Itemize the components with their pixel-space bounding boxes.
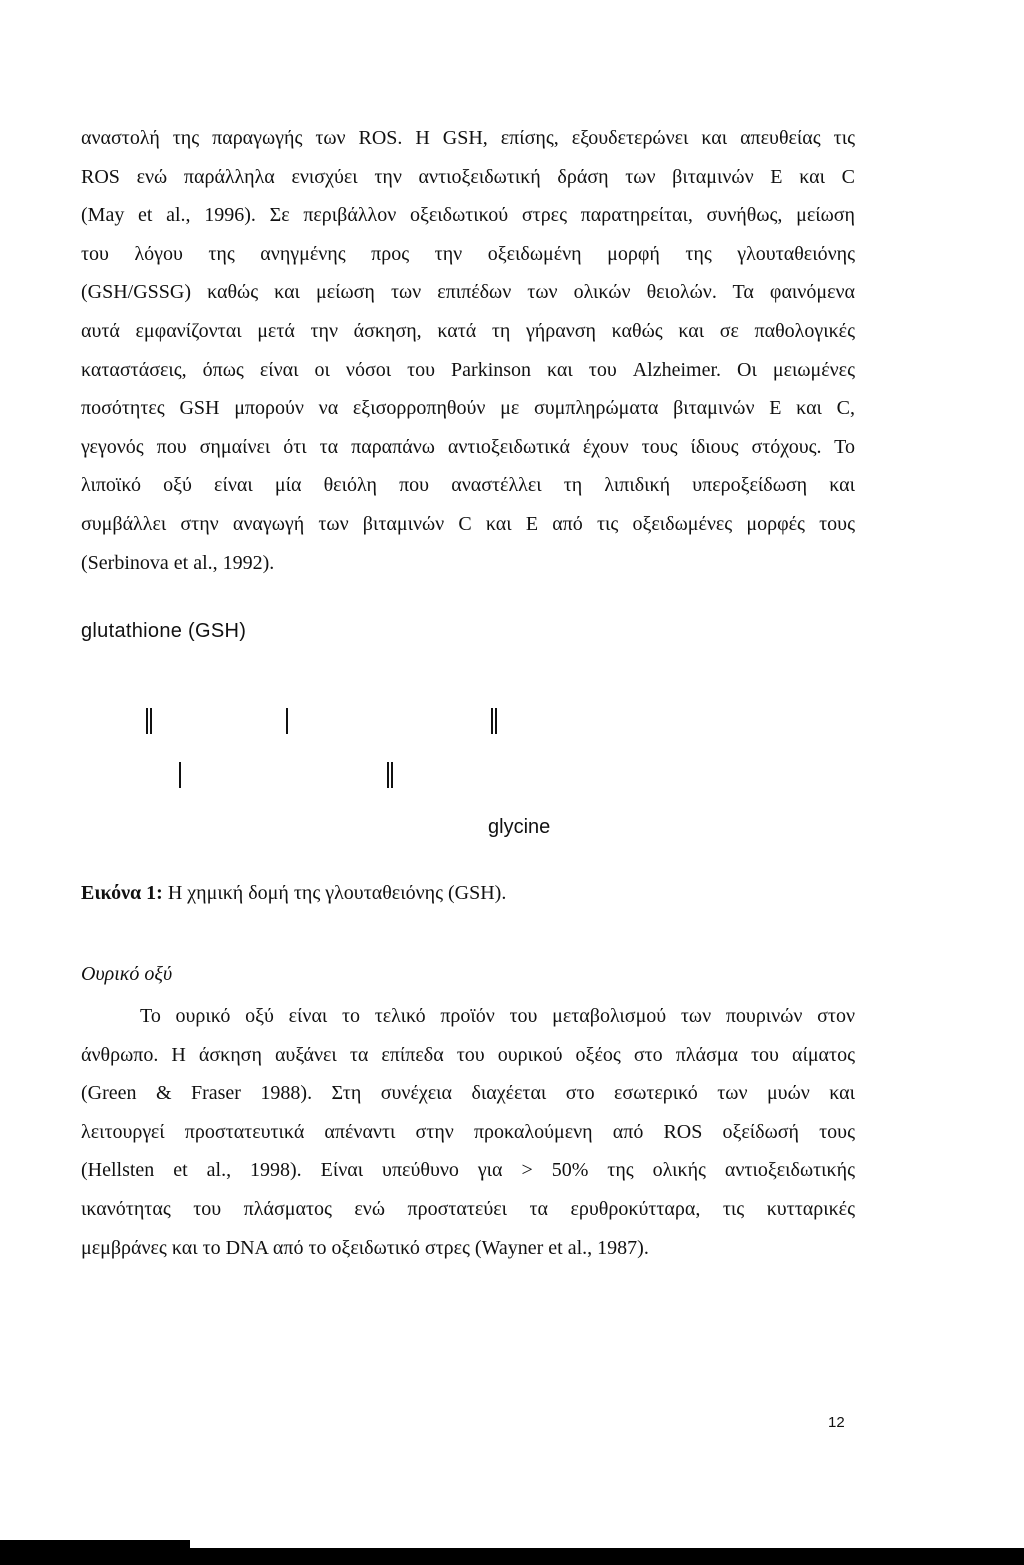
text-line: του λόγου της ανηγμένης προς την οξειδωμένη μορφή της γλουταθειόνης [81, 242, 855, 265]
figure-caption [81, 882, 506, 905]
caption-label: Εικόνα 1: [81, 882, 163, 904]
double-bond-mark [495, 708, 497, 734]
text-line: άνθρωπο. Η άσκηση αυξάνει τα επίπεδα του ουρικού οξέος στο πλάσμα του αίματος [81, 1043, 855, 1066]
double-bond-mark [146, 708, 148, 734]
text-line: μεμβράνες και το DNA από το οξειδωτικό στρες (Wayner et al., 1987). [81, 1236, 649, 1259]
text-line: (Green & Fraser 1988). Στη συνέχεια διαχέεται στο εσωτερικό των μυών και [81, 1082, 855, 1105]
text-line: συμβάλλει στην αναγωγή των βιταμινών C και E από τις οξειδωμένες μορφές τους [81, 512, 855, 535]
scan-bottom-border [0, 1548, 1024, 1565]
text-line: λιποϊκό οξύ είναι μία θειόλη που αναστέλλει τη λιπιδική υπεροξείδωση και [81, 474, 855, 497]
double-bond-mark [391, 762, 393, 788]
text-line: (Hellsten et al., 1998). Είναι υπεύθυνο για > 50% της ολικής αντιοξειδωτικής [81, 1159, 855, 1182]
text-line: γεγονός που σημαίνει ότι τα παραπάνω αντιοξειδωτικά έχουν τους ίδιους στόχους. Το [81, 435, 855, 458]
glycine-label: glycine [488, 816, 551, 838]
paragraph-antioxidants [81, 119, 855, 582]
text-line: λειτουργεί προστατευτικά απέναντι στην προκαλούμενη από ROS οξείδωσή τους [81, 1120, 855, 1143]
double-bond-mark [150, 708, 152, 734]
caption-text: H χημική δομή της γλουταθειόνης (GSH). [162, 882, 507, 904]
figure-title: glutathione (GSH) [81, 620, 247, 642]
text-line: ποσότητες GSH μπορούν να εξισορροπηθούν με συμπληρώματα βιταμινών E και C, [81, 397, 855, 420]
page-number: 12 [828, 1414, 845, 1431]
text-line: ικανότητας του πλάσματος ενώ προστατεύει τα ερυθροκύτταρα, τις κυτταρικές [81, 1197, 855, 1220]
text-line: (Serbinova et al., 1992). [81, 551, 275, 574]
paragraph-uric-acid [81, 997, 855, 1267]
single-bond-mark [179, 762, 181, 788]
text-line: καταστάσεις, όπως είναι οι νόσοι του Parkinson και του Alzheimer. Οι μειωμένες [81, 358, 855, 381]
text-line: Το ουρικό οξύ είναι το τελικό προϊόν του μεταβολισμού των πουρινών στον [140, 1005, 855, 1027]
section-heading: Ουρικό οξύ [81, 963, 173, 985]
text-line: (May et al., 1996). Σε περιβάλλον οξειδωτικού στρες παρατηρείται, συνήθως, μείωση [81, 204, 855, 227]
text-line: αναστολή της παραγωγής των ROS. H GSH, επίσης, εξουδετερώνει και απευθείας τις [81, 127, 855, 149]
scan-edge-mark [0, 1540, 190, 1548]
single-bond-mark [286, 708, 288, 734]
text-line: ROS ενώ παράλληλα ενισχύει την αντιοξειδωτική δράση των βιταμινών E και C [81, 165, 855, 188]
double-bond-mark [491, 708, 493, 734]
text-line: (GSH/GSSG) καθώς και μείωση των επιπέδων των ολικών θειολών. Τα φαινόμενα [81, 281, 855, 304]
text-line: αυτά εμφανίζονται μετά την άσκηση, κατά τη γήρανση καθώς και σε παθολογικές [81, 319, 855, 342]
double-bond-mark [387, 762, 389, 788]
